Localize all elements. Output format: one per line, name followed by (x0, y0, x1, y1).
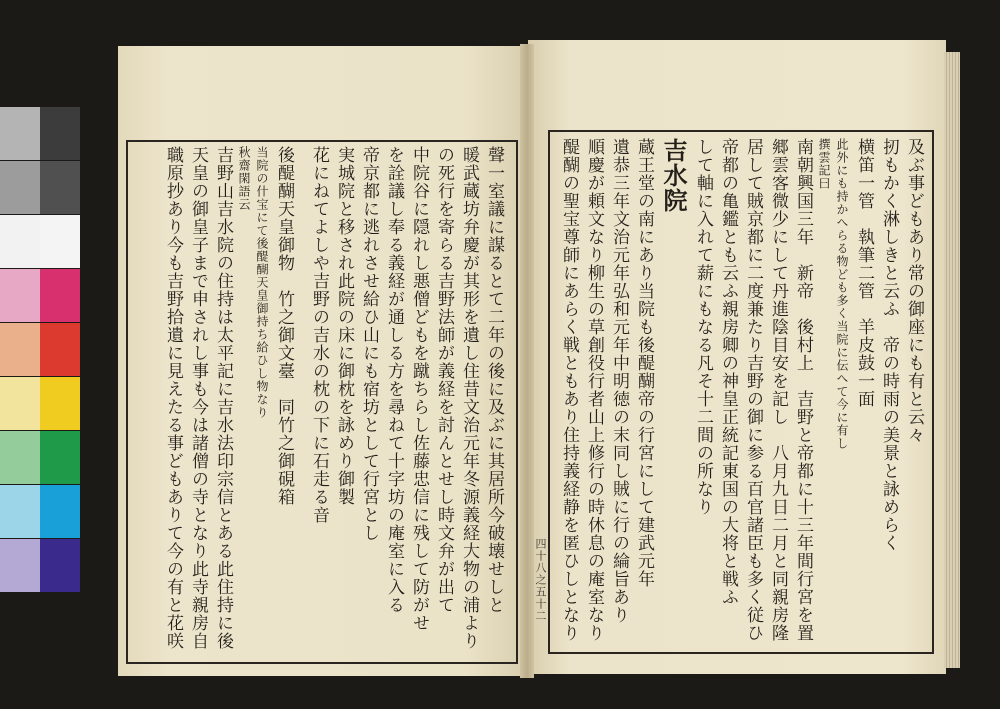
calibration-swatch (40, 485, 80, 538)
calibration-swatch (0, 215, 40, 268)
text-column: 当院の什宝にて後醍醐天皇御持ち給ひし物なり (255, 146, 269, 419)
text-column: の死行を寄らる吉野法師が義経を討んとせし時文弁が出て (434, 146, 454, 614)
text-column: 横笛一管 執筆二管 羊皮鼓一面 (854, 138, 874, 408)
calibration-swatch (40, 377, 80, 430)
text-column: 実城院と移され此院の床に御枕を詠めり御製 (334, 146, 354, 506)
calibration-swatch (40, 323, 80, 376)
text-column: 扨もかく淋しきと云ふ 帝の時雨の美景と詠めらく (879, 138, 899, 552)
text-column: 遺恭三年文治元年弘和元年中明徳の末同し賊に行の綸旨あり (609, 138, 629, 624)
text-column: 中院谷に隠れし悪僧どもを蹴ちらし佐藤忠信に残して防がせ (409, 146, 429, 632)
text-column: を詮議し奉る義経が通しる方を尋ねて十字坊の庵室に入る (384, 146, 404, 614)
text-column: 撰雲記曰 (817, 138, 831, 190)
calibration-swatch (0, 161, 40, 214)
calibration-swatch (40, 269, 80, 322)
text-column: 花にねてよしや吉野の吉水の枕の下に石走る音 (309, 146, 329, 524)
section-heading: 吉水院 (659, 138, 688, 213)
text-column: して軸に入れて薪にもなる凡そ十二間の所なり (693, 138, 713, 516)
text-column: 職原抄あり今も吉野拾遺に見えたる事どもありて今の有と花咲 (163, 146, 183, 650)
calibration-swatch (0, 107, 40, 160)
text-column: 郷雲客微少にして丹進陰目安を記し 八月九日二月と同親房隆 (768, 138, 788, 642)
text-column (296, 146, 306, 652)
text-column: 順慶が頼文なり柳生の草創役行者山上修行の時休息の庵室なり (584, 138, 604, 642)
text-column: 天皇の御皇子まで申されし事も今は諸僧の寺となり此寺親房自 (188, 146, 208, 650)
page-number: 四十八之五十二 (534, 538, 547, 622)
calibration-swatch (40, 431, 80, 484)
text-column: 南朝興国三年 新帝 後村上 吉野と帝都に十三年間行宮を置 (793, 138, 813, 642)
calibration-swatch (0, 377, 40, 430)
text-column: 秋齋閑語云 (237, 146, 251, 211)
right-page-text (556, 138, 926, 643)
text-column: 聲一室議に謀るとて二年の後に及ぶに其居所今破壊せしと (484, 146, 504, 614)
text-column: 帝都の亀鑑とも云ふ親房卿の神皇正統記東国の大将と戦ふ (718, 138, 738, 606)
color-calibration-strip (0, 107, 80, 592)
text-column: 醍醐の聖宝尊師にあらく戦ともあり住持義経静を匿ひしとなり (559, 138, 579, 642)
left-page-text (134, 146, 506, 652)
calibration-swatch (40, 539, 80, 592)
text-column: 蔵王堂の南にあり当院も後醍醐帝の行宮にして建武元年 (634, 138, 654, 588)
text-column: 居して賊京都に二度兼たり吉野の御に参る百官諸臣も多く従ひ (743, 138, 763, 642)
calibration-swatch (0, 323, 40, 376)
calibration-swatch (40, 107, 80, 160)
text-column: 吉野山吉水院の住持は太平記に吉水法印宗信とある此住持に後 (213, 146, 233, 650)
calibration-swatch (0, 539, 40, 592)
page-edges (944, 52, 960, 668)
calibration-swatch (0, 431, 40, 484)
calibration-swatch (0, 485, 40, 538)
calibration-swatch (40, 161, 80, 214)
text-column: 暖武蔵坊弁慶が其形を遺し住昔文治元年冬源義経大物の浦より (459, 146, 479, 650)
text-column: 及ぶ事どもあり常の御座にも有と云々 (904, 138, 924, 444)
text-column: 後醍醐天皇御物 竹之御文臺 同竹之御硯箱 (274, 146, 294, 506)
calibration-swatch (40, 215, 80, 268)
text-column: 帝京都に逃れさせ給ひ山にも宿坊として行宮とし (359, 146, 379, 542)
calibration-swatch (0, 269, 40, 322)
text-column: 此外にも持かへらる物ども多く当院に伝へて今に有し (835, 138, 849, 450)
